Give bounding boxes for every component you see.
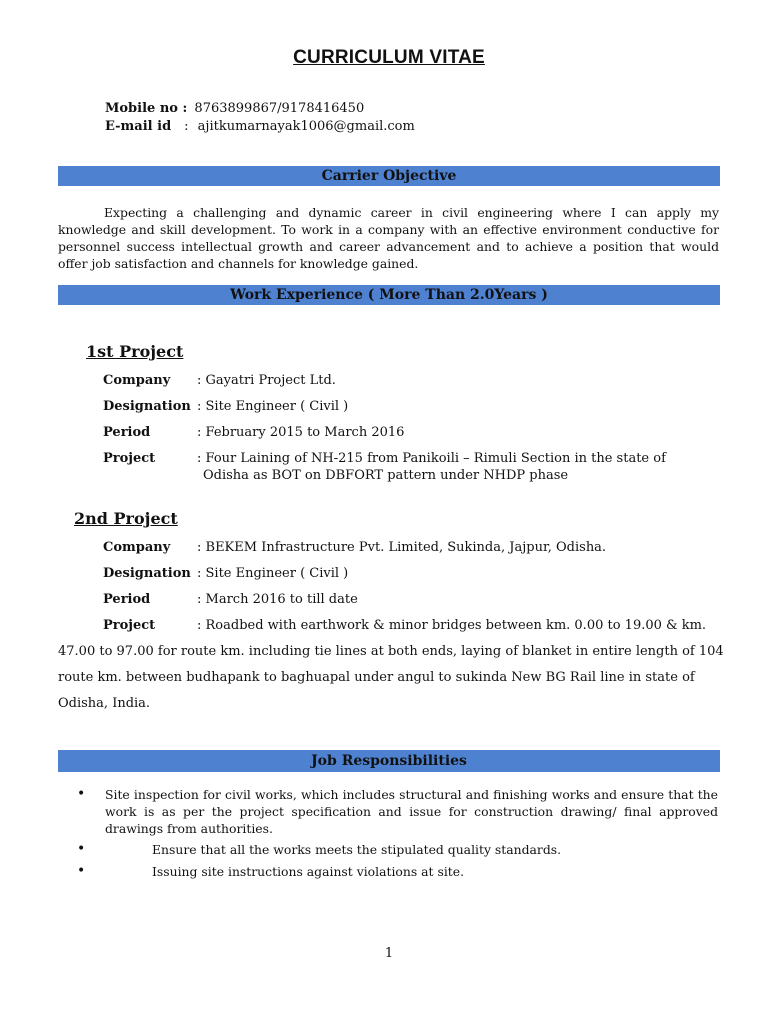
email-label: E-mail id: [105, 119, 172, 134]
project1-period-row: [103, 424, 404, 441]
page-number: 1: [384, 946, 394, 961]
mobile-value: 8763899867/9178416450: [194, 101, 365, 116]
list-item: [0, 841, 768, 859]
responsibility-text: Issuing site instructions against violations at site.: [152, 864, 465, 879]
project2-project-line4: Odisha, India.: [58, 696, 151, 711]
bullet-glyph: •: [77, 841, 86, 857]
company-value: : BEKEM Infrastructure Pvt. Limited, Sukinda, Jajpur, Odisha.: [197, 540, 607, 555]
company-label: Company: [103, 540, 171, 555]
mobile-label: Mobile no :: [105, 101, 188, 116]
designation-value: : Site Engineer ( Civil ): [197, 566, 349, 581]
period-label: Period: [103, 592, 151, 607]
company-label: Company: [103, 373, 171, 388]
email-colon: :: [184, 119, 189, 134]
project1-company-row: [103, 372, 336, 389]
responsibility-text: Ensure that all the works meets the stipulated quality standards.: [152, 842, 562, 857]
period-value: : March 2016 to till date: [197, 592, 358, 607]
objective-paragraph: Expecting a challenging and dynamic career in civil engineering where I can apply my knowledge and skill development. To work in a company with an effective environment conductive for personnel success intellectual growth and career advancement and to achieve a position that would offer job satisfaction and channels for knowledge gained.: [58, 205, 719, 271]
mobile-row: [105, 100, 364, 117]
project2-company-row: [103, 539, 606, 556]
project2-heading: 2nd Project: [74, 509, 178, 528]
bullet-glyph: •: [77, 863, 86, 879]
project1-heading: 1st Project: [86, 342, 184, 361]
experience-heading: Work Experience ( More Than 2.0Years ): [58, 285, 720, 305]
responsibility-text: Site inspection for civil works, which includes structural and finishing works and ensure that the work is as per the project specification and issue for construction drawing/ final approved drawings from authorities.: [105, 787, 718, 836]
project-label: Project: [103, 618, 156, 633]
objective-heading: Carrier Objective: [58, 166, 720, 186]
project-value-line2: Odisha as BOT on DBFORT pattern under NHDP phase: [203, 468, 569, 483]
project-label: Project: [103, 451, 156, 466]
project2-period-row: [103, 591, 358, 608]
bullet-glyph: •: [77, 786, 86, 802]
project-value-line1: : Four Laining of NH-215 from Panikoili – Rimuli Section in the state of: [197, 451, 666, 466]
project2-designation-row: [103, 565, 348, 582]
period-label: Period: [103, 425, 151, 440]
email-value: ajitkumarnayak1006@gmail.com: [197, 119, 415, 134]
responsibilities-heading: Job Responsibilities: [58, 750, 720, 772]
project2-project-row: [103, 617, 706, 634]
project-value-line1: : Roadbed with earthwork & minor bridges between km. 0.00 to 19.00 & km.: [197, 618, 707, 633]
project1-project-row: [103, 450, 666, 467]
project2-project-line2: 47.00 to 97.00 for route km. including tie lines at both ends, laying of blanket in entire length of 104: [58, 644, 724, 659]
designation-value: : Site Engineer ( Civil ): [197, 399, 349, 414]
company-value: : Gayatri Project Ltd.: [197, 373, 336, 388]
email-row: [105, 118, 415, 135]
project1-designation-row: [103, 398, 348, 415]
objective-text: [58, 204, 719, 272]
list-item: [0, 786, 768, 838]
document-title: CURRICULUM VITAE: [293, 47, 485, 68]
period-value: : February 2015 to March 2016: [197, 425, 405, 440]
responsibilities-list: [0, 786, 768, 886]
designation-label: Designation: [103, 399, 191, 414]
project1-project-continuation: [203, 467, 568, 484]
designation-label: Designation: [103, 566, 191, 581]
list-item: [0, 863, 768, 881]
project2-project-line3: route km. between budhapank to baghuapal under angul to sukinda New BG Rail line in state of: [58, 670, 695, 685]
